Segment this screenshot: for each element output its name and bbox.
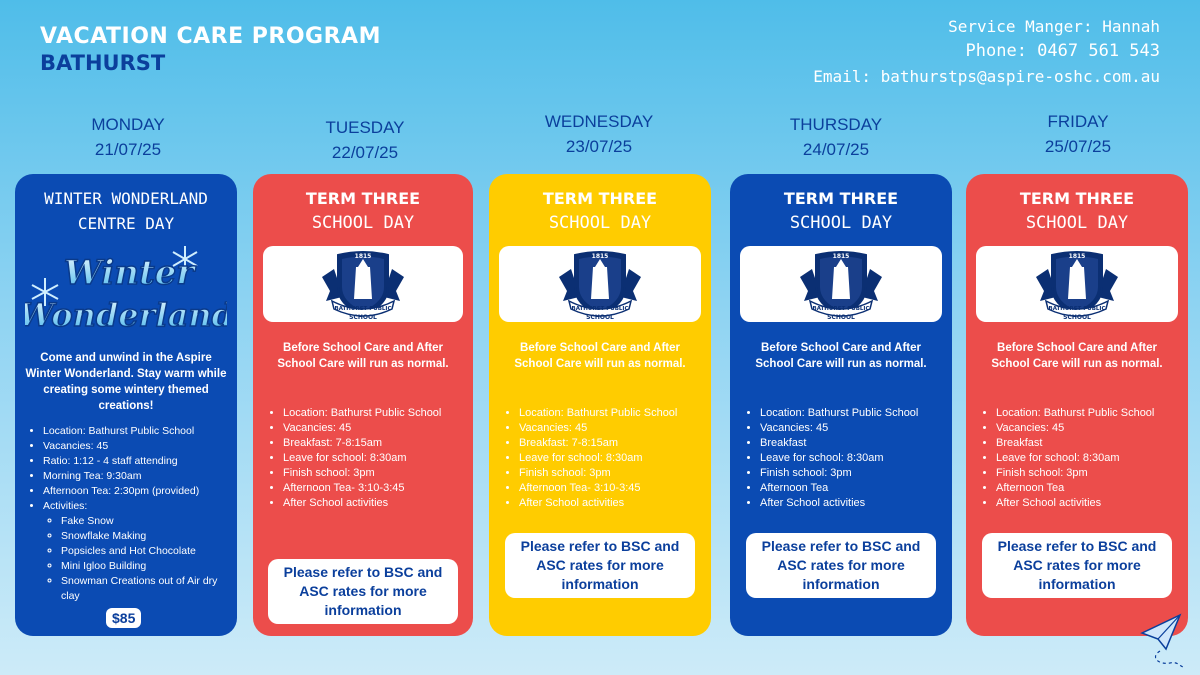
- card-wednesday: [489, 174, 711, 636]
- logo-text-wonderland: Wonderland: [25, 296, 227, 334]
- day-date: 25/07/25: [1044, 137, 1112, 156]
- details-list: [976, 406, 1178, 511]
- day-date: 21/07/25: [94, 140, 162, 159]
- list-item: • After School activities: [996, 496, 1178, 511]
- day-date: 24/07/25: [802, 140, 870, 159]
- card-tuesday: [253, 174, 473, 636]
- list-item: • Morning Tea: 9:30am: [43, 469, 227, 484]
- list-item: • Location: Bathurst Public School: [760, 406, 942, 421]
- list-item: • Breakfast: 7-8:15am: [283, 436, 463, 451]
- svg-text:1815: 1815: [354, 253, 372, 260]
- card-intro: Before School Care and After School Care will run as normal.: [755, 342, 927, 370]
- day-name: FRIDAY: [1047, 112, 1109, 131]
- activity-item: ◦ Popsicles and Hot Chocolate: [61, 544, 227, 559]
- list-item: • Leave for school: 8:30am: [283, 451, 463, 466]
- school-crest-logo: [263, 246, 463, 322]
- day-date: 22/07/25: [331, 143, 399, 162]
- day-name: WEDNESDAY: [544, 112, 654, 131]
- svg-text:SCHOOL: SCHOOL: [1063, 314, 1091, 321]
- list-item: • Vacancies: 45: [43, 439, 227, 454]
- details-list: [499, 406, 701, 511]
- day-header-friday: [968, 109, 1188, 159]
- card-title-line2: CENTRE DAY: [77, 214, 175, 233]
- list-item: • Afternoon Tea: [996, 481, 1178, 496]
- card-title-line2: SCHOOL DAY: [1025, 213, 1129, 233]
- refer-rates-note: Please refer to BSC and ASC rates for more information: [982, 533, 1172, 598]
- day-header-tuesday: [255, 115, 475, 165]
- list-item: • Location: Bathurst Public School: [283, 406, 463, 421]
- school-crest-logo: [740, 246, 942, 322]
- svg-text:SCHOOL: SCHOOL: [586, 314, 614, 321]
- list-item: • Finish school: 3pm: [519, 466, 701, 481]
- list-item: • Afternoon Tea- 3:10-3:45: [283, 481, 463, 496]
- details-list: [263, 406, 463, 511]
- card-title-line1: TERM THREE: [305, 189, 421, 208]
- day-name: MONDAY: [91, 115, 165, 134]
- school-crest-logo: [499, 246, 701, 322]
- list-item: • After School activities: [760, 496, 942, 511]
- school-crest-icon: [1032, 247, 1122, 321]
- list-item: • Vacancies: 45: [519, 421, 701, 436]
- list-item: • Location: Bathurst Public School: [519, 406, 701, 421]
- svg-text:SCHOOL: SCHOOL: [349, 314, 377, 321]
- list-item: • Afternoon Tea- 3:10-3:45: [519, 481, 701, 496]
- list-item: • Afternoon Tea: [760, 481, 942, 496]
- card-thursday: [730, 174, 952, 636]
- refer-rates-note: Please refer to BSC and ASC rates for more information: [746, 533, 936, 598]
- svg-text:1815: 1815: [591, 253, 609, 260]
- svg-text:BATHURST PUBLIC: BATHURST PUBLIC: [1048, 306, 1106, 312]
- card-monday: [15, 174, 237, 636]
- svg-text:1815: 1815: [1068, 253, 1086, 260]
- list-item: • Finish school: 3pm: [760, 466, 942, 481]
- svg-text:SCHOOL: SCHOOL: [827, 314, 855, 321]
- winter-wonderland-logo: [25, 240, 227, 344]
- logo-text-winter: Winter: [63, 253, 195, 293]
- list-item: • Leave for school: 8:30am: [996, 451, 1178, 466]
- card-intro: Come and unwind in the Aspire Winter Wonderland. Stay warm while creating some wintery themed creations!: [25, 352, 227, 412]
- school-crest-icon: [796, 247, 886, 321]
- card-title-line2: SCHOOL DAY: [789, 213, 893, 233]
- list-item: • Vacancies: 45: [283, 421, 463, 436]
- list-item: • Finish school: 3pm: [283, 466, 463, 481]
- activity-item: ◦ Fake Snow: [61, 514, 227, 529]
- card-title: [263, 186, 463, 236]
- card-title-line1: TERM THREE: [542, 189, 658, 208]
- card-title: [499, 186, 701, 236]
- email-address[interactable]: Email: bathurstps@aspire-oshc.com.au: [813, 67, 1160, 86]
- svg-text:BATHURST PUBLIC: BATHURST PUBLIC: [334, 306, 392, 312]
- list-item: • Finish school: 3pm: [996, 466, 1178, 481]
- list-item: • Leave for school: 8:30am: [760, 451, 942, 466]
- list-item: • Breakfast: [760, 436, 942, 451]
- school-crest-icon: [318, 247, 408, 321]
- card-title: [740, 186, 942, 236]
- phone-number[interactable]: Phone: 0467 561 543: [965, 41, 1160, 61]
- paper-plane-icon: [1136, 609, 1186, 669]
- list-item: • Location: Bathurst Public School: [996, 406, 1178, 421]
- card-intro: Before School Care and After School Care will run as normal.: [277, 342, 449, 370]
- card-friday: [966, 174, 1188, 636]
- school-crest-logo: [976, 246, 1178, 322]
- activities-list: [43, 514, 227, 604]
- card-title-line2: SCHOOL DAY: [311, 213, 415, 233]
- card-title: [976, 186, 1178, 236]
- page-subtitle: BATHURST: [40, 51, 166, 75]
- page-title: VACATION CARE PROGRAM: [40, 24, 381, 49]
- card-title-line1: WINTER WONDERLAND: [44, 189, 208, 208]
- activity-item: ◦ Mini Igloo Building: [61, 559, 227, 574]
- card-intro: Before School Care and After School Care will run as normal.: [514, 342, 686, 370]
- activity-item: ◦ Snowflake Making: [61, 529, 227, 544]
- day-header-wednesday: [489, 109, 709, 159]
- list-item: • Ratio: 1:12 - 4 staff attending: [43, 454, 227, 469]
- activity-item: ◦ Snowman Creations out of Air dry clay: [61, 574, 227, 604]
- card-intro: Before School Care and After School Care will run as normal.: [991, 342, 1163, 370]
- list-item: • Afternoon Tea: 2:30pm (provided): [43, 484, 227, 499]
- card-title-line2: SCHOOL DAY: [548, 213, 652, 233]
- list-item: • Vacancies: 45: [996, 421, 1178, 436]
- title-block: [40, 24, 381, 75]
- refer-rates-note: Please refer to BSC and ASC rates for more information: [505, 533, 695, 598]
- card-title-line1: TERM THREE: [1019, 189, 1135, 208]
- svg-text:1815: 1815: [832, 253, 850, 260]
- list-item: • Breakfast: 7-8:15am: [519, 436, 701, 451]
- school-crest-icon: [555, 247, 645, 321]
- svg-text:BATHURST PUBLIC: BATHURST PUBLIC: [812, 306, 870, 312]
- card-title: [25, 186, 227, 236]
- day-name: TUESDAY: [325, 118, 405, 137]
- details-list: [25, 424, 227, 604]
- svg-text:BATHURST PUBLIC: BATHURST PUBLIC: [571, 306, 629, 312]
- list-item: • Leave for school: 8:30am: [519, 451, 701, 466]
- day-date: 23/07/25: [565, 137, 633, 156]
- day-header-thursday: [726, 112, 946, 162]
- contact-info: [813, 14, 1160, 89]
- price-badge: $85: [106, 608, 141, 628]
- details-list: [740, 406, 942, 511]
- list-item: • Location: Bathurst Public School: [43, 424, 227, 439]
- list-item: • After School activities: [283, 496, 463, 511]
- list-item: [43, 499, 227, 604]
- refer-rates-note: Please refer to BSC and ASC rates for more information: [268, 559, 458, 624]
- list-item: • Vacancies: 45: [760, 421, 942, 436]
- list-item: • After School activities: [519, 496, 701, 511]
- day-name: THURSDAY: [789, 115, 883, 134]
- service-manager: Service Manger: Hannah: [948, 17, 1160, 36]
- day-header-monday: [18, 112, 238, 162]
- activities-label: Activities:: [43, 500, 88, 512]
- list-item: • Breakfast: [996, 436, 1178, 451]
- card-title-line1: TERM THREE: [783, 189, 899, 208]
